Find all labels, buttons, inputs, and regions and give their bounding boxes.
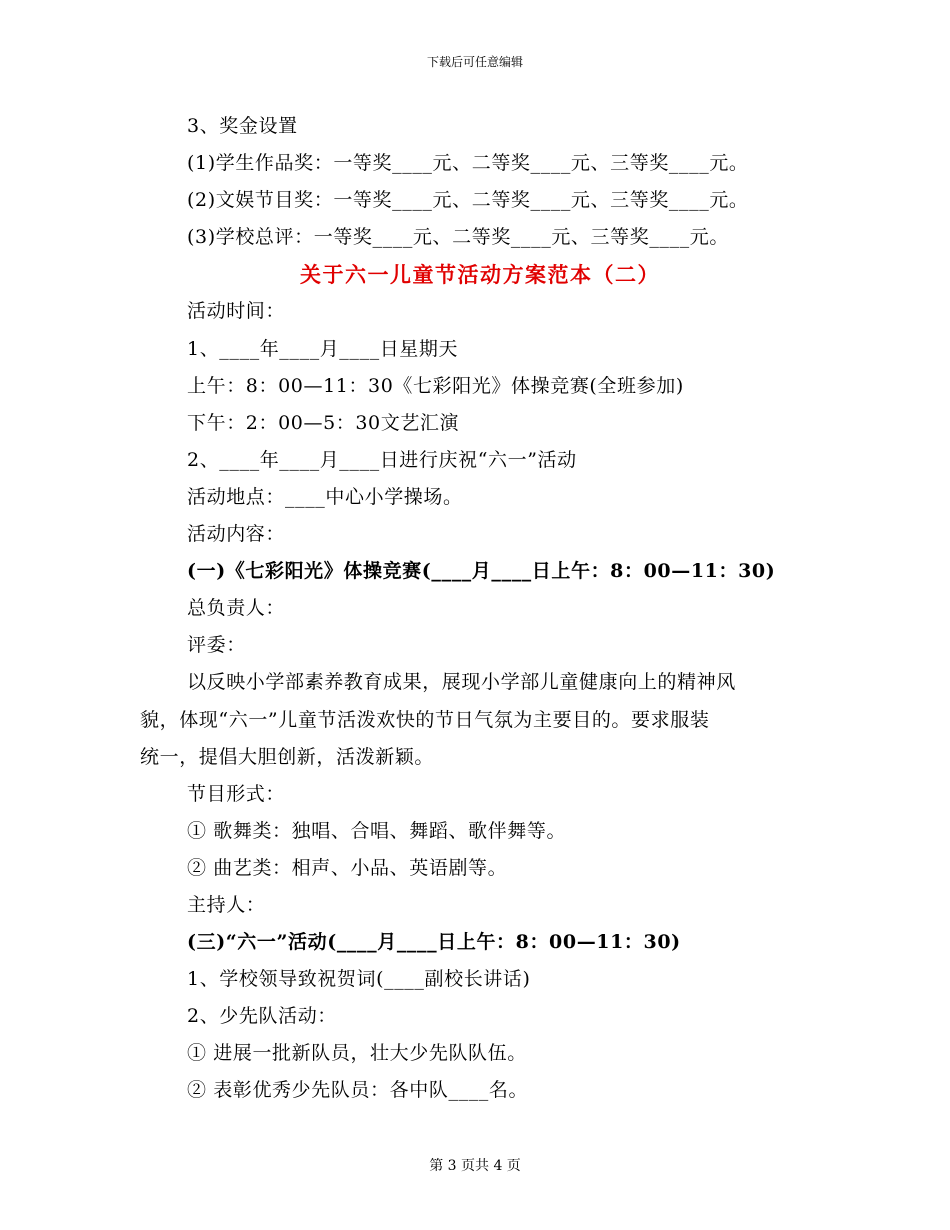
morning-schedule: 上午：8：00—11：30《七彩阳光》体操竞赛(全班参加) [187,374,684,397]
prize-student-works: (1)学生作品奖：一等奖____元、二等奖____元、三等奖____元。 [187,152,749,175]
paragraph-line-2: 貌，体现“六一”儿童节活泼欢快的节日气氛为主要目的。要求服装 [140,708,710,731]
new-members-item: ① 进展一批新队员，壮大少先队队伍。 [187,1042,527,1065]
prize-performance: (2)文娱节目奖：一等奖____元、二等奖____元、三等奖____元。 [187,189,749,212]
page-footer: 第 3 页共 4 页 [429,1158,521,1174]
paragraph-line-3: 统一，提倡大胆创新，活泼新颖。 [140,745,435,768]
leader-speech: 1、学校领导致祝贺词(____副校长讲话) [187,968,531,991]
chief-responsible-label: 总负责人： [187,597,286,620]
section-liuyi-heading: (三)“六一”活动(____月____日上午：8：00—11：30) [187,931,681,954]
document-body [140,108,820,1110]
paragraph-line-1: 以反映小学部素养教育成果，展现小学部儿童健康向上的精神风 [187,671,736,694]
activity-content-label: 活动内容： [187,523,286,546]
page-header: 下载后可任意编辑 [426,55,523,69]
program-format-song-dance: ① 歌舞类：独唱、合唱、舞蹈、歌伴舞等。 [187,819,567,842]
activity-time-label: 活动时间： [187,300,286,323]
judges-label: 评委： [187,634,246,657]
program-format-label: 节目形式： [187,782,286,805]
afternoon-schedule: 下午：2：00—5：30文艺汇演 [187,411,460,434]
host-label: 主持人： [187,893,266,916]
young-pioneers-activity: 2、少先队活动： [187,1005,337,1028]
activity-date-2: 2、____年____月____日进行庆祝“六一”活动 [187,448,577,471]
activity-date-1: 1、____年____月____日星期天 [187,337,459,360]
section-gymnastics-heading: (一)《七彩阳光》体操竞赛(____月____日上午：8：00—11：30) [187,560,776,583]
program-format-quyi: ② 曲艺类：相声、小品、英语剧等。 [187,856,508,879]
prize-school-overall: (3)学校总评：一等奖____元、二等奖____元、三等奖____元。 [187,226,729,249]
activity-location: 活动地点：____中心小学操场。 [187,485,463,508]
section-heading-prize-setup: 3、奖金设置 [187,115,298,137]
commend-members-item: ② 表彰优秀少先队员：各中队____名。 [187,1079,529,1102]
document-title: 关于六一儿童节活动方案范本（二） [300,262,660,288]
